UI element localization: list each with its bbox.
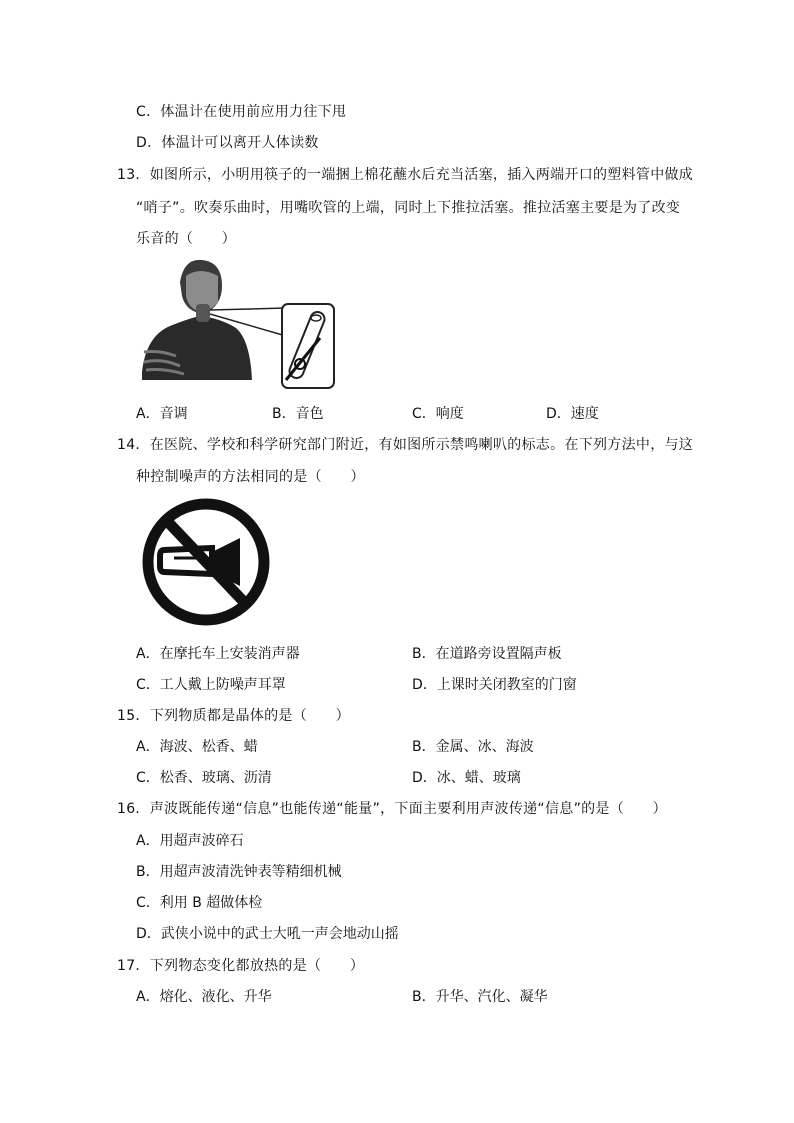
q13-stem-line-2: “哨子”。吹奏乐曲时，用嘴吹管的上端，同时上下推拉活塞。推拉活塞主要是为了改变	[136, 200, 681, 216]
q13-option-d: D．速度	[546, 406, 599, 422]
q15-option-c: C．松香、玻璃、沥清	[136, 770, 272, 786]
q14-option-c: C．工人戴上防噪声耳罩	[136, 677, 286, 693]
q14-stem-line-2: 种控制噪声的方法相同的是（ ）	[136, 469, 365, 485]
q16-option-a: A．用超声波碎石	[136, 833, 244, 849]
q16-stem: 16．声波既能传递“信息”也能传递“能量”，下面主要利用声波传递“信息”的是（ ）	[117, 801, 667, 817]
q13-option-c: C．响度	[412, 406, 464, 422]
q14-stem-line-1: 14．在医院、学校和科学研究部门附近，有如图所示禁鸣喇叭的标志。在下列方法中，与这	[117, 437, 694, 453]
q14-option-b: B．在道路旁设置隔声板	[412, 646, 562, 662]
q17-option-a: A．熔化、液化、升华	[136, 989, 272, 1005]
q14-option-d: D．上课时关闭教室的门窗	[412, 677, 577, 693]
q15-option-a: A．海波、松香、蜡	[136, 739, 258, 755]
q12-option-d: D．体温计可以离开人体读数	[136, 135, 319, 151]
no-horn-sign	[140, 492, 272, 632]
q15-option-d: D．冰、蜡、玻璃	[412, 770, 521, 786]
q16-option-d: D．武侠小说中的武士大吼一声会地动山摇	[136, 926, 399, 942]
q16-option-c: C．利用 B 超做体检	[136, 895, 263, 911]
q13-stem-line-1: 13．如图所示，小明用筷子的一端捆上棉花蘸水后充当活塞，插入两端开口的塑料管中做成	[117, 167, 694, 183]
q17-stem: 17．下列物态变化都放热的是（ ）	[117, 958, 365, 974]
q16-option-b: B．用超声波清洗钟表等精细机械	[136, 864, 342, 880]
boy-playing-whistle-image	[142, 260, 252, 380]
q17-option-b: B．升华、汽化、凝华	[412, 989, 548, 1005]
q12-option-c: C．体温计在使用前应用力往下甩	[136, 104, 347, 120]
whistle-figure	[140, 252, 340, 392]
q13-stem-line-3: 乐音的（ ）	[136, 231, 237, 247]
q13-option-a: A．音调	[136, 406, 188, 422]
q13-option-b: B．音色	[272, 406, 324, 422]
q15-option-b: B．金属、冰、海波	[412, 739, 534, 755]
q14-option-a: A．在摩托车上安装消声器	[136, 646, 300, 662]
q15-stem: 15．下列物质都是晶体的是（ ）	[117, 708, 350, 724]
whistle-tube-inset	[282, 304, 334, 388]
